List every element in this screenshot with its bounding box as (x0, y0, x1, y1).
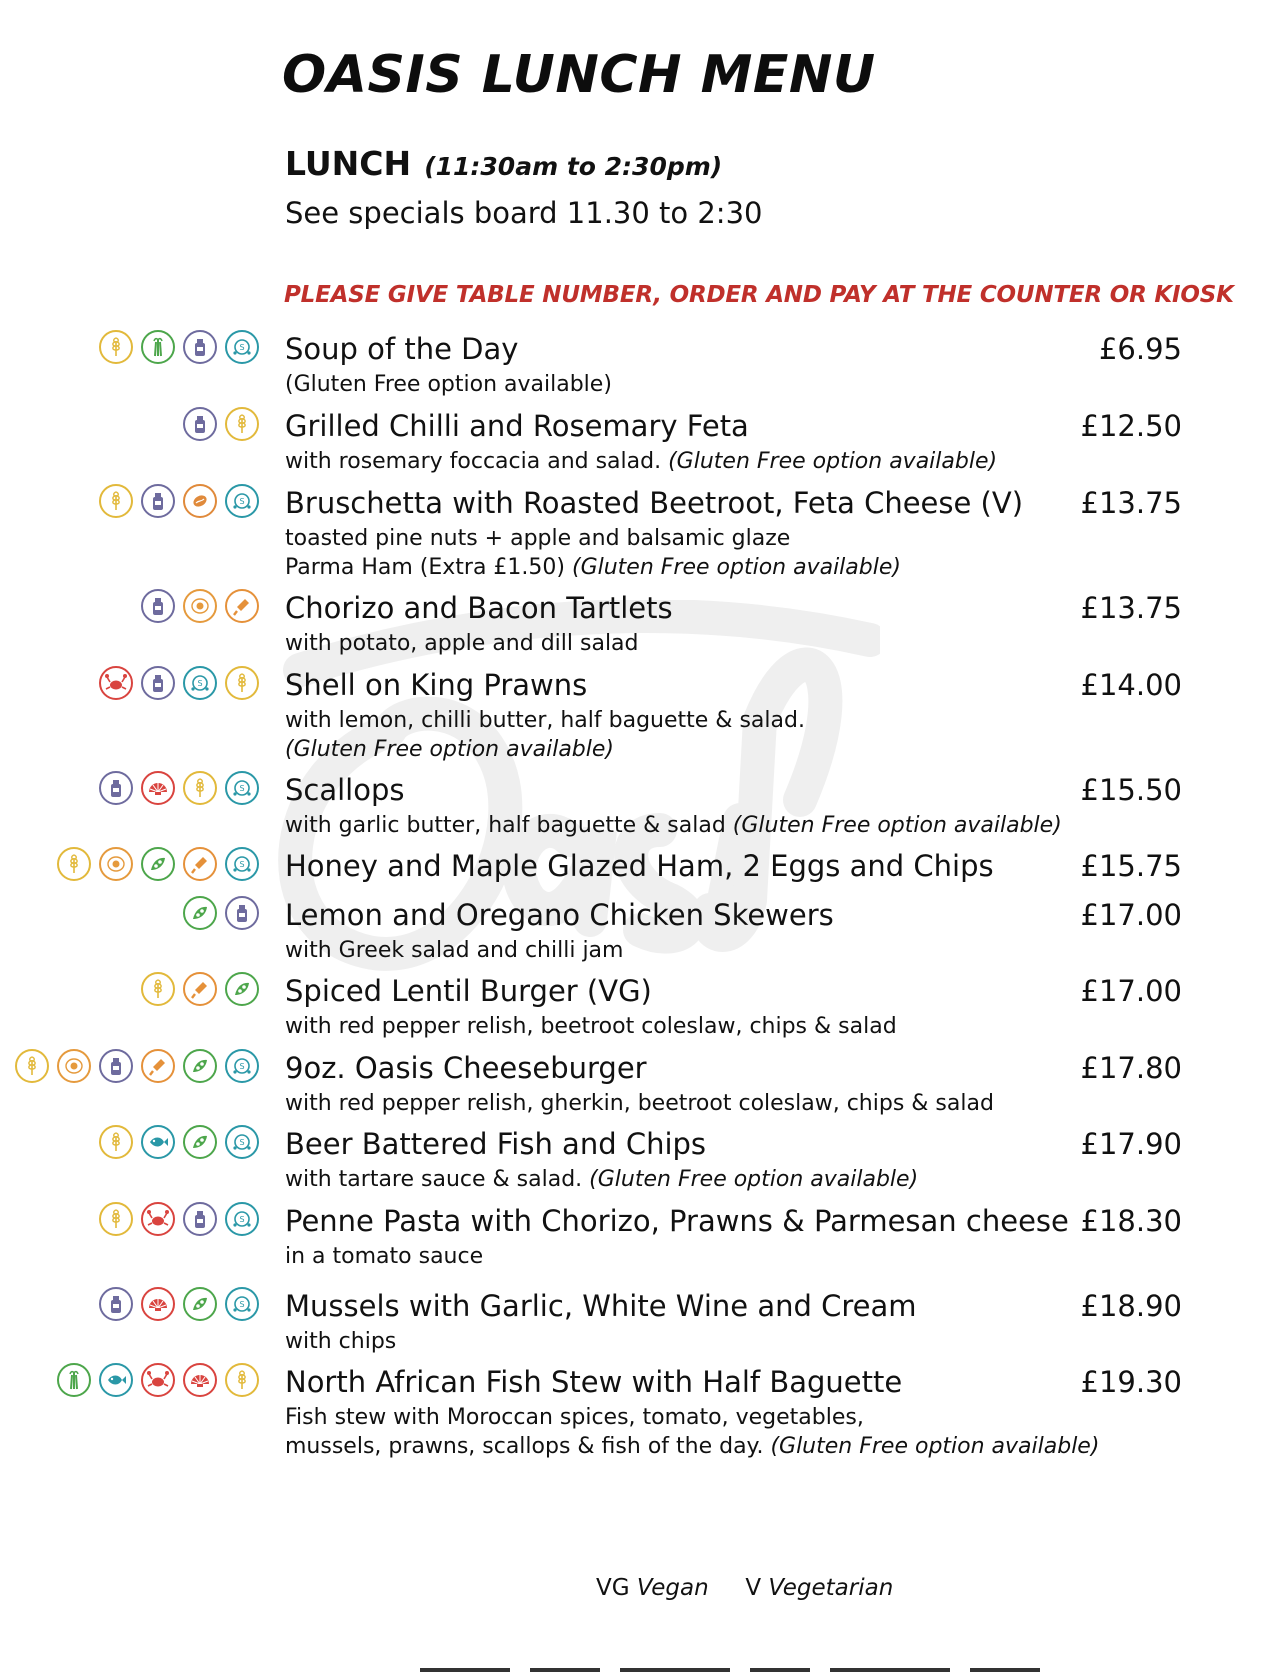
sulphite-icon (225, 330, 259, 364)
description-text: toasted pine nuts + apple and balsamic glaze (285, 526, 791, 551)
crustacean-icon (141, 1202, 175, 1236)
wheat-icon (225, 1363, 259, 1397)
egg-icon (57, 1049, 91, 1083)
description-line (285, 370, 612, 399)
item-name: Scallops (285, 773, 405, 807)
item-description (285, 1165, 918, 1194)
description-line (285, 1327, 396, 1356)
section-name: LUNCH (285, 144, 412, 183)
sulphite-icon (225, 1125, 259, 1159)
item-price: £18.30 (1080, 1204, 1182, 1238)
egg-icon (99, 847, 133, 881)
item-price: £14.00 (1080, 668, 1182, 702)
milk-icon (141, 666, 175, 700)
vegetarian-label: Vegetarian (768, 1575, 894, 1601)
description-line (285, 1165, 918, 1194)
crustacean-icon (99, 666, 133, 700)
item-name: Soup of the Day (285, 332, 519, 366)
sulphite-icon (225, 1202, 259, 1236)
item-name: Shell on King Prawns (285, 668, 588, 702)
description-line (285, 553, 901, 582)
allergen-icons (141, 589, 259, 623)
milk-icon (183, 1202, 217, 1236)
item-name: North African Fish Stew with Half Baguette (285, 1365, 903, 1399)
item-price: £18.90 (1080, 1289, 1182, 1323)
soya-icon (225, 972, 259, 1006)
description-text: with garlic butter, half baguette & salad (285, 813, 733, 838)
wheat-icon (99, 1202, 133, 1236)
description-text: with red pepper relish, beetroot coleslaw, chips & salad (285, 1014, 897, 1039)
item-price: £6.95 (1098, 332, 1182, 366)
sulphite-icon (225, 847, 259, 881)
item-price: £13.75 (1080, 486, 1182, 520)
svg-text:S: S (239, 860, 245, 869)
item-price: £17.80 (1080, 1051, 1182, 1085)
description-text: with lemon, chilli butter, half baguette & salad. (285, 708, 805, 733)
sulphite-icon (225, 484, 259, 518)
milk-icon (225, 896, 259, 930)
order-notice: PLEASE GIVE TABLE NUMBER, ORDER AND PAY AT THE COUNTER OR KIOSK (284, 282, 1234, 308)
item-price: £13.75 (1080, 591, 1182, 625)
wheat-icon (183, 771, 217, 805)
item-price: £12.50 (1080, 409, 1182, 443)
item-name: Penne Pasta with Chorizo, Prawns & Parmesan cheese (285, 1204, 1069, 1238)
allergen-icons (99, 1125, 259, 1159)
allergen-icons (183, 407, 259, 441)
gluten-free-note: (Gluten Free option available) (589, 1167, 919, 1192)
item-description (285, 1089, 994, 1118)
item-name: Beer Battered Fish and Chips (285, 1127, 707, 1161)
milk-icon (99, 771, 133, 805)
crustacean-icon (141, 1363, 175, 1397)
description-text: (Gluten Free option available) (285, 372, 612, 397)
soya-icon (183, 1287, 217, 1321)
svg-text:S: S (239, 343, 245, 352)
allergen-icons (57, 847, 259, 881)
item-description (285, 936, 623, 965)
allergen-icons (99, 484, 259, 518)
description-text: Fish stew with Moroccan spices, tomato, vegetables, (285, 1405, 864, 1430)
item-description (285, 524, 901, 582)
milk-icon (141, 589, 175, 623)
description-line (285, 1403, 1099, 1432)
description-line (285, 936, 623, 965)
item-name: Chorizo and Bacon Tartlets (285, 591, 673, 625)
gluten-free-note: (Gluten Free option available) (770, 1434, 1100, 1459)
item-description (285, 811, 1062, 840)
gluten-free-note: (Gluten Free option available) (571, 555, 901, 580)
wheat-icon (99, 484, 133, 518)
vegan-code: VG (596, 1575, 630, 1601)
item-name: Grilled Chilli and Rosemary Feta (285, 409, 749, 443)
specials-note: See specials board 11.30 to 2:30 (285, 196, 763, 230)
description-text: with Greek salad and chilli jam (285, 938, 624, 963)
description-text: in a tomato sauce (285, 1244, 484, 1269)
wheat-icon (99, 1125, 133, 1159)
milk-icon (141, 484, 175, 518)
mustard-icon (141, 1049, 175, 1083)
wheat-icon (141, 972, 175, 1006)
item-price: £15.75 (1080, 849, 1182, 883)
allergen-icons (183, 896, 259, 930)
milk-icon (183, 330, 217, 364)
item-name: Lemon and Oregano Chicken Skewers (285, 898, 834, 932)
description-text: with potato, apple and dill salad (285, 631, 639, 656)
celery-icon (141, 330, 175, 364)
item-price: £17.00 (1080, 898, 1182, 932)
sulphite-icon (225, 1049, 259, 1083)
svg-text:S: S (239, 1062, 245, 1071)
wheat-icon (225, 666, 259, 700)
item-description (285, 370, 612, 399)
svg-text:S: S (239, 497, 245, 506)
description-line (285, 447, 997, 476)
item-description (285, 447, 997, 476)
fish-icon (99, 1363, 133, 1397)
description-line (285, 1089, 994, 1118)
svg-text:S: S (239, 1300, 245, 1309)
sulphite-icon (183, 666, 217, 700)
mollusc-icon (141, 771, 175, 805)
svg-text:S: S (239, 1215, 245, 1224)
sulphite-icon (225, 1287, 259, 1321)
svg-text:S: S (239, 784, 245, 793)
allergen-icons (99, 330, 259, 364)
allergen-icons (141, 972, 259, 1006)
item-description (285, 706, 805, 764)
vegetarian-code: V (745, 1575, 762, 1601)
allergen-icons (99, 771, 259, 805)
description-text: with chips (285, 1329, 397, 1354)
description-line (285, 1242, 483, 1271)
gluten-free-note: (Gluten Free option available) (732, 813, 1062, 838)
mollusc-icon (183, 1363, 217, 1397)
mustard-icon (225, 589, 259, 623)
soya-icon (183, 896, 217, 930)
section-heading (285, 144, 722, 183)
soya-icon (183, 1049, 217, 1083)
egg-icon (183, 589, 217, 623)
svg-text:S: S (239, 1138, 245, 1147)
item-description (285, 1327, 396, 1356)
item-name: Spiced Lentil Burger (VG) (285, 974, 652, 1008)
description-text: with rosemary foccacia and salad. (285, 449, 669, 474)
item-name: Mussels with Garlic, White Wine and Cream (285, 1289, 917, 1323)
wheat-icon (99, 330, 133, 364)
sulphite-icon (225, 771, 259, 805)
item-name: Bruschetta with Roasted Beetroot, Feta Cheese (V) (285, 486, 1024, 520)
soya-icon (141, 847, 175, 881)
allergen-icons (57, 1363, 259, 1397)
allergen-icons (99, 666, 259, 700)
wheat-icon (57, 847, 91, 881)
item-description (285, 629, 639, 658)
celery-icon (57, 1363, 91, 1397)
description-line (285, 735, 805, 764)
milk-icon (99, 1049, 133, 1083)
allergen-icons (99, 1202, 259, 1236)
soya-icon (183, 1125, 217, 1159)
description-line (285, 1432, 1099, 1461)
item-description (285, 1242, 483, 1271)
description-text: mussels, prawns, scallops & fish of the day. (285, 1434, 771, 1459)
milk-icon (99, 1287, 133, 1321)
milk-icon (183, 407, 217, 441)
gluten-free-note: (Gluten Free option available) (285, 737, 614, 762)
item-price: £17.00 (1080, 974, 1182, 1008)
wheat-icon (15, 1049, 49, 1083)
vegan-label: Vegan (636, 1575, 709, 1601)
description-line (285, 811, 1062, 840)
description-line (285, 629, 639, 658)
nuts-icon (183, 484, 217, 518)
svg-text:S: S (197, 679, 203, 688)
description-text: with tartare sauce & salad. (285, 1167, 590, 1192)
item-description (285, 1012, 897, 1041)
menu-title: OASIS LUNCH MENU (282, 45, 876, 105)
diet-legend (596, 1575, 893, 1601)
wheat-icon (225, 407, 259, 441)
fish-icon (141, 1125, 175, 1159)
allergen-icons (99, 1287, 259, 1321)
description-line (285, 1012, 897, 1041)
description-line (285, 706, 805, 735)
section-hours: (11:30am to 2:30pm) (424, 152, 723, 181)
gluten-free-note: (Gluten Free option available) (668, 449, 998, 474)
allergen-icons (15, 1049, 259, 1083)
item-name: Honey and Maple Glazed Ham, 2 Eggs and Chips (285, 849, 994, 883)
item-price: £17.90 (1080, 1127, 1182, 1161)
description-text: Parma Ham (Extra £1.50) (285, 555, 572, 580)
item-name: 9oz. Oasis Cheeseburger (285, 1051, 647, 1085)
description-line (285, 524, 901, 553)
mustard-icon (183, 847, 217, 881)
item-price: £19.30 (1080, 1365, 1182, 1399)
item-description (285, 1403, 1099, 1461)
description-text: with red pepper relish, gherkin, beetroot coleslaw, chips & salad (285, 1091, 994, 1116)
mollusc-icon (141, 1287, 175, 1321)
mustard-icon (183, 972, 217, 1006)
item-price: £15.50 (1080, 773, 1182, 807)
